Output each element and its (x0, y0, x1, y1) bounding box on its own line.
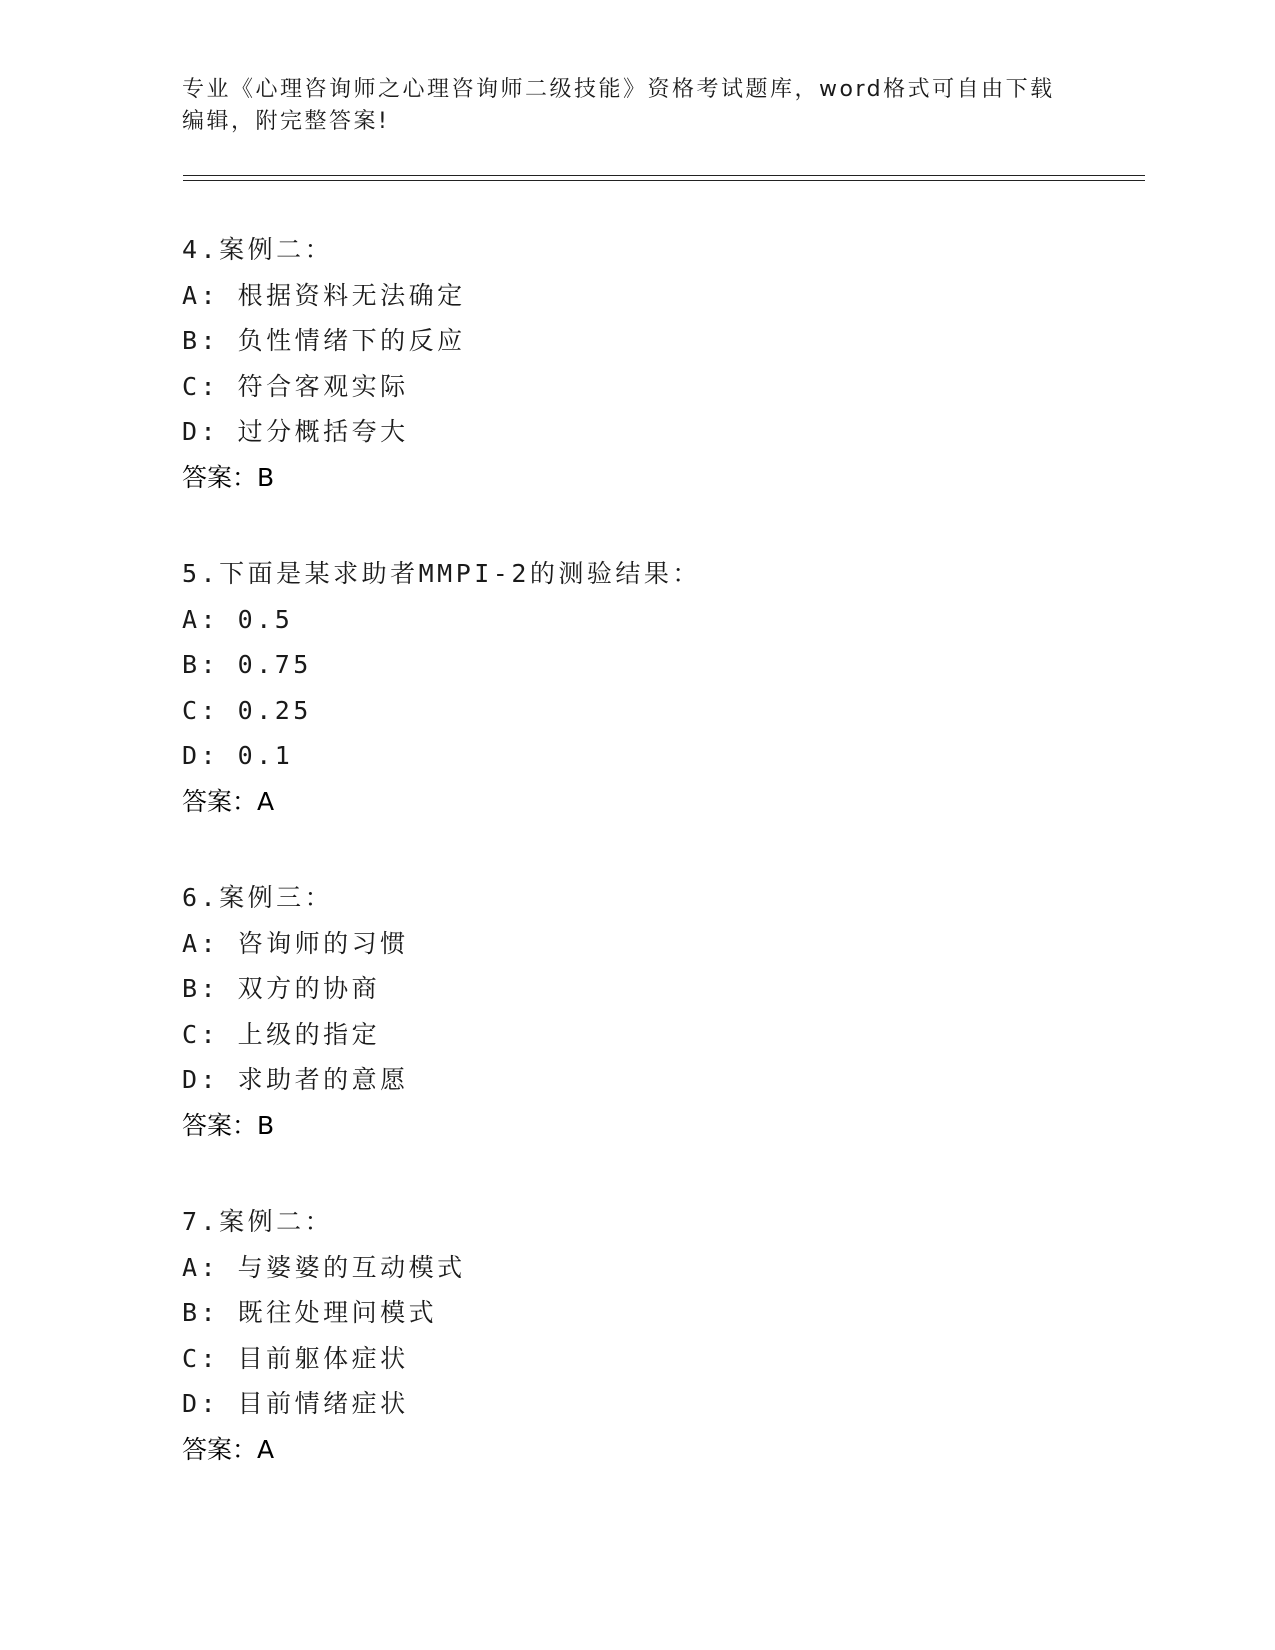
option-d: D: 目前情绪症状 (182, 1389, 409, 1418)
option-d: D: 过分概括夸大 (182, 417, 409, 446)
question-title: 5.下面是某求助者MMPI-2的测验结果： (182, 559, 701, 588)
answer-text: 答案：B (182, 462, 275, 492)
header-divider-bottom (183, 180, 1145, 181)
option-c: C: 符合客观实际 (182, 371, 409, 401)
option-b: B: 既往处理问模式 (182, 1298, 438, 1327)
answer-text: 答案：A (182, 1434, 275, 1464)
answer-text: 答案：B (182, 1110, 275, 1140)
document-header (182, 74, 1082, 138)
option-b: B: 负性情绪下的反应 (182, 326, 466, 355)
question-7 (182, 1199, 1082, 1472)
option-c: C: 目前躯体症状 (182, 1343, 409, 1373)
option-a: A: 0.5 (182, 604, 294, 634)
question-title: 7.案例二： (182, 1207, 334, 1236)
question-6 (182, 875, 1082, 1148)
option-c: C: 0.25 (182, 695, 312, 725)
option-b: B: 双方的协商 (182, 974, 381, 1003)
option-a: A: 与婆婆的互动模式 (182, 1252, 466, 1282)
answer-text: 答案：A (182, 786, 275, 816)
header-divider-top (183, 175, 1145, 176)
option-d: D: 求助者的意愿 (182, 1065, 409, 1094)
option-a: A: 咨询师的习惯 (182, 928, 409, 958)
header-line-1: 专业《心理咨询师之心理咨询师二级技能》资格考试题库，word格式可自由下载 (182, 77, 1055, 102)
option-b: B: 0.75 (182, 650, 312, 679)
question-4 (182, 227, 1082, 500)
option-d: D: 0.1 (182, 741, 294, 770)
question-title: 6.案例三： (182, 883, 334, 912)
question-title: 4.案例二： (182, 235, 334, 264)
header-line-2: 编辑，附完整答案! (182, 109, 390, 134)
option-c: C: 上级的指定 (182, 1019, 381, 1049)
question-5 (182, 551, 1082, 824)
option-a: A: 根据资料无法确定 (182, 280, 466, 310)
